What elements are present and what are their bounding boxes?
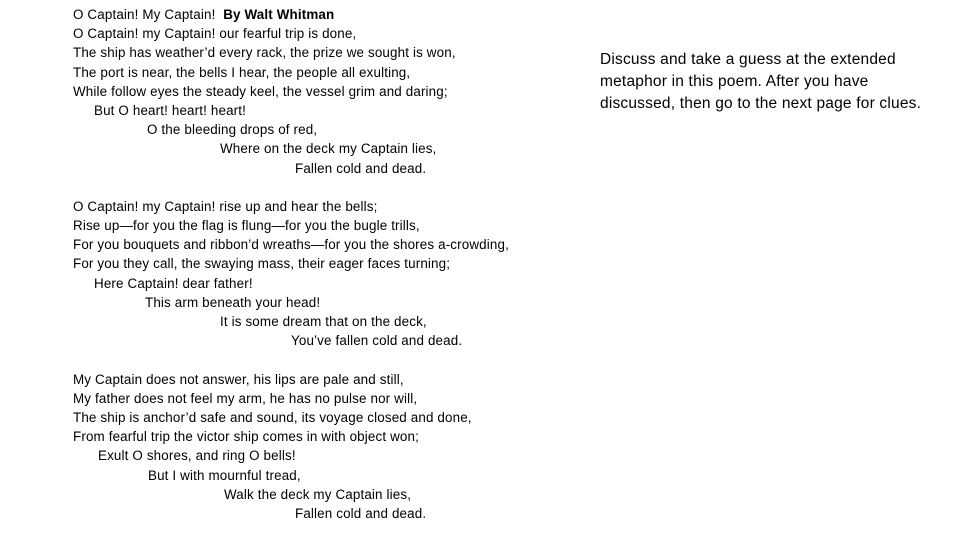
poem-line: The ship is anchor’d safe and sound, its voyage closed and done, [73, 409, 472, 425]
poem-author: By Walt Whitman [223, 7, 335, 22]
poem-line: Where on the deck my Captain lies, [220, 141, 437, 157]
poem-text [73, 5, 563, 523]
prompt-line: Discuss and take a guess at the extended [600, 51, 896, 68]
poem-line: For you they call, the swaying mass, their eager faces turning; [73, 256, 451, 272]
poem-line: Exult O shores, and ring O bells! [98, 448, 296, 464]
poem-line: My father does not feel my arm, he has no pulse nor will, [73, 390, 418, 406]
poem-line: While follow eyes the steady keel, the vessel grim and daring; [73, 83, 448, 99]
poem-line: You’ve fallen cold and dead. [291, 333, 463, 349]
prompt-line: metaphor in this poem. After you have [600, 72, 869, 90]
discussion-prompt [600, 49, 950, 114]
poem-line: Here Captain! dear father! [94, 275, 253, 291]
poem-line: The ship has weather’d every rack, the prize we sought is won, [73, 45, 456, 61]
poem-line: Rise up—for you the flag is flung—for you the bugle trills, [73, 218, 420, 234]
poem-line: It is some dream that on the deck, [220, 314, 427, 329]
poem-line: For you bouquets and ribbon’d wreaths—for you the shores a-crowding, [73, 237, 509, 253]
poem-line: Walk the deck my Captain lies, [224, 486, 412, 502]
poem-line: This arm beneath your head! [145, 294, 321, 310]
poem-title-line [73, 5, 563, 24]
poem-line: The port is near, the bells I hear, the people all exulting, [73, 64, 411, 80]
poem-line: O Captain! my Captain! our fearful trip is done, [73, 26, 357, 42]
poem-line: My Captain does not answer, his lips are pale and still, [73, 371, 404, 387]
poem-line: O the bleeding drops of red, [147, 122, 318, 138]
poem-title: O Captain! My Captain! [73, 7, 224, 22]
poem-line: Fallen cold and dead. [295, 160, 427, 176]
prompt-line: discussed, then go to the next page for clues. [600, 94, 922, 112]
stanza-gap [73, 350, 563, 369]
poem-line: But I with mournful tread, [148, 467, 301, 483]
poem-line: O Captain! my Captain! rise up and hear the bells; [73, 198, 378, 214]
poem-line: From fearful trip the victor ship comes in with object won; [73, 429, 419, 445]
stanza-gap [73, 178, 563, 197]
poem-line: Fallen cold and dead. [295, 505, 427, 521]
poem-line: But O heart! heart! heart! [94, 102, 247, 118]
